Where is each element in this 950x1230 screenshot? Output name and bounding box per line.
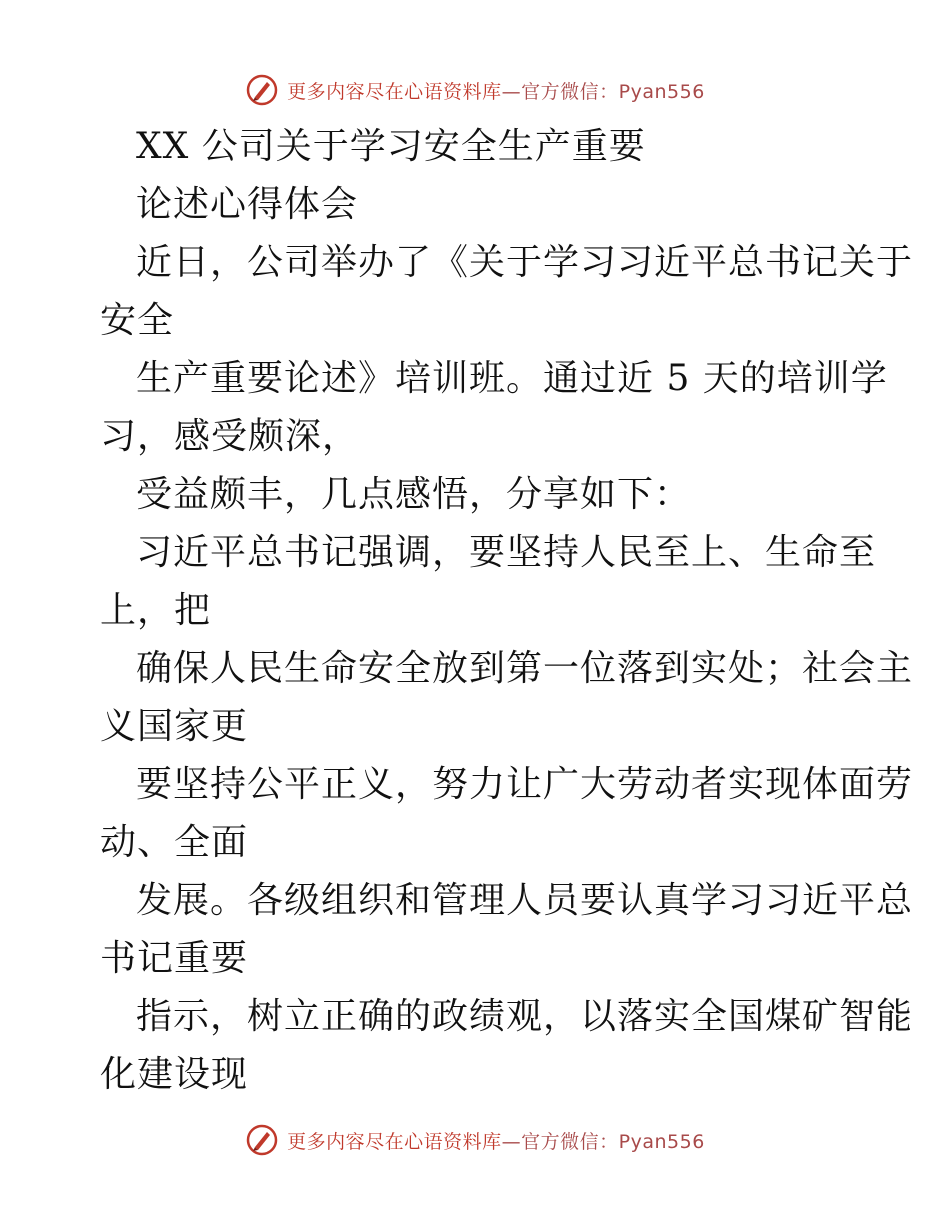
- watermark-text: 更多内容尽在心语资料库—官方微信：Pyan556: [287, 80, 705, 103]
- doc-line: 生产重要论述》培训班。通过近 5 天的培训学: [136, 358, 888, 399]
- doc-line: 发展。各级组织和管理人员要认真学习习近平总: [136, 880, 914, 921]
- footer-watermark: [0, 1120, 950, 1160]
- doc-line: 受益颇丰，几点感悟，分享如下：: [136, 474, 692, 515]
- doc-line: 习近平总书记强调，要坚持人民至上、生命至: [136, 532, 877, 573]
- doc-line: 论述心得体会: [136, 184, 359, 225]
- pen-quill-logo-icon: [245, 1123, 279, 1157]
- doc-line: 化建设现: [100, 1054, 249, 1095]
- doc-line: 习，感受颇深，: [100, 416, 360, 457]
- pen-quill-logo-icon: [245, 73, 279, 107]
- doc-line: XX 公司关于学习安全生产重要: [136, 126, 646, 167]
- doc-line: 确保人民生命安全放到第一位落到实处；社会主: [136, 648, 914, 689]
- doc-line: 近日，公司举办了《关于学习习近平总书记关于: [136, 242, 914, 283]
- doc-line: 安全: [100, 300, 175, 341]
- doc-line: 上，把: [100, 590, 212, 631]
- header-watermark: [0, 70, 950, 110]
- doc-line: 义国家更: [100, 706, 249, 747]
- doc-line: 书记重要: [100, 938, 249, 979]
- watermark-text: 更多内容尽在心语资料库—官方微信：Pyan556: [287, 1130, 705, 1153]
- document-body: [100, 118, 914, 1104]
- doc-line: 指示，树立正确的政绩观，以落实全国煤矿智能: [136, 996, 914, 1037]
- doc-line: 要坚持公平正义，努力让广大劳动者实现体面劳: [136, 764, 914, 805]
- doc-line: 动、全面: [100, 822, 249, 863]
